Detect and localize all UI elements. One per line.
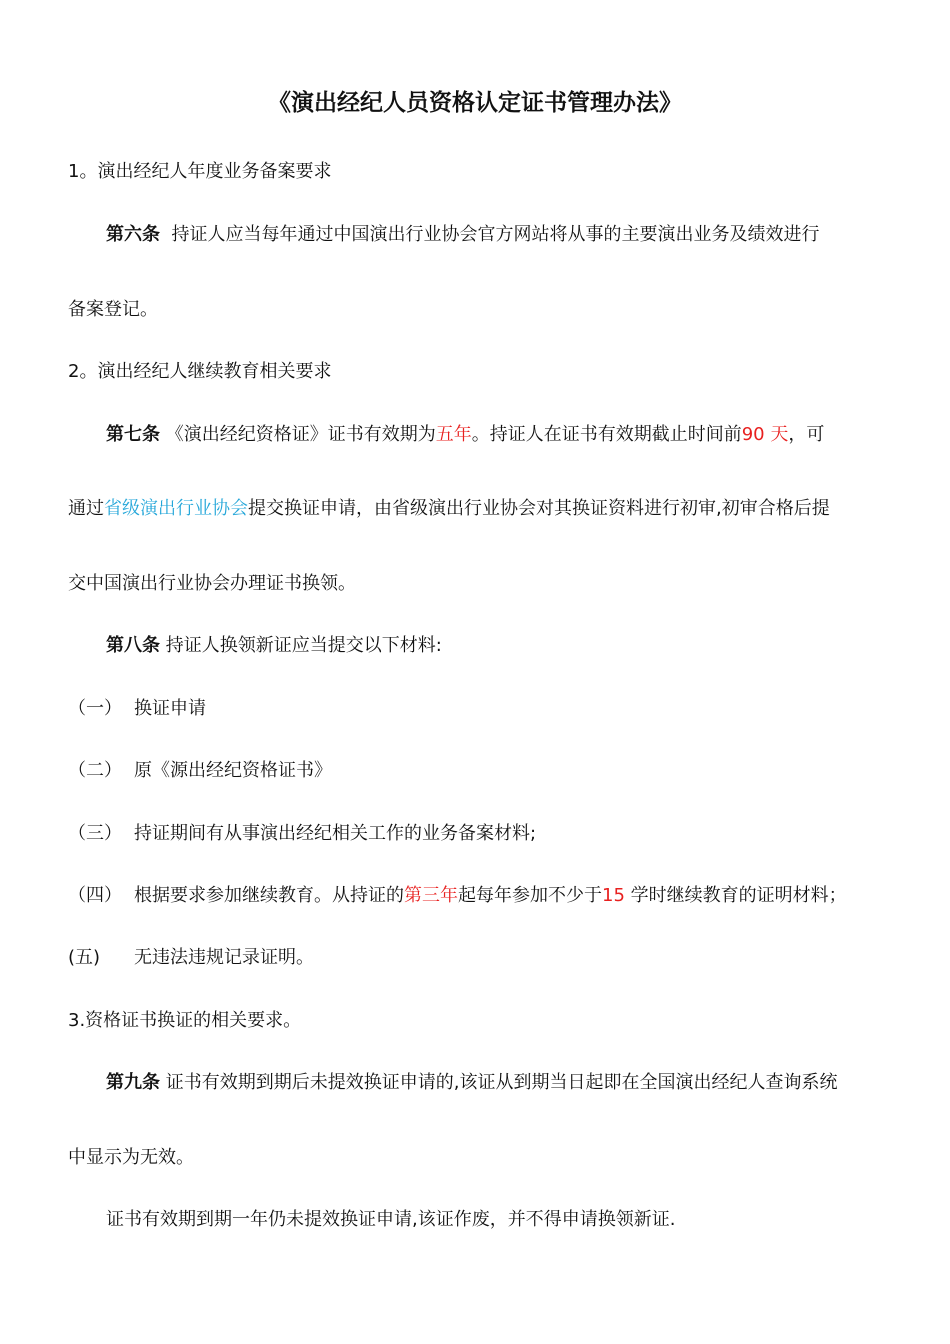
list-item-text: 持证期间有从事演出经纪相关工作的业务备案材料;: [134, 823, 537, 844]
article-8-line: [106, 634, 442, 658]
article-6-text-1: 持证人应当每年通过中国演出行业协会官方网站将从事的主要演出业务及绩效进行: [171, 224, 820, 245]
list-item: [68, 697, 206, 721]
article-7-text-1c: ，可: [788, 424, 825, 445]
list-item: [68, 884, 847, 908]
article-7-highlight-90-days: 90 天: [741, 424, 789, 445]
list-item-label: (五): [68, 947, 101, 968]
article-7-highlight-five-years: 五年: [435, 424, 472, 445]
list-item-label: （一）: [68, 698, 122, 719]
final-paragraph: 证书有效期到期一年仍未提效换证申请,该证作废，并不得申请换领新证.: [106, 1209, 676, 1230]
list-item-text: 原《源出经纪资格证书》: [134, 760, 332, 781]
article-9-text-1: 证书有效期到期后未提效换证申请的,该证从到期当日起即在全国演出经纪人查询系统: [165, 1072, 838, 1093]
list-item-highlight-third-year: 第三年: [404, 885, 458, 906]
list-item: [68, 822, 536, 846]
list-item-label: （二）: [68, 760, 122, 781]
list-item: [68, 759, 332, 783]
list-item-text-c: 学时继续教育的证明材料；: [630, 885, 847, 906]
document-title: 《演出经纪人员资格认定证书管理办法》: [268, 90, 682, 116]
article-7-text-3: 交中国演出行业协会办理证书换领。: [68, 573, 356, 594]
article-7-text-1a: 《演出经纪资格证》证书有效期为: [165, 424, 436, 445]
article-6-text-2: 备案登记。: [68, 299, 158, 320]
list-item-label: （四）: [68, 885, 122, 906]
section-1-heading: 1。演出经纪人年度业务备案要求: [68, 161, 332, 182]
list-item-label: （三）: [68, 823, 122, 844]
article-7-line-2: [68, 497, 830, 521]
list-item-text-b: 起每年参加不少于: [458, 885, 602, 906]
article-7-text-2b: 提交换证申请，由省级演出行业协会对其换证资料进行初审,初审合格后提: [248, 498, 830, 519]
list-item-text: 无违法违规记录证明。: [134, 947, 314, 968]
article-7-text-2a: 通过: [68, 498, 104, 519]
article-7-label: 第七条: [106, 424, 160, 445]
article-7-text-1b: 。持证人在证书有效期截止时间前: [471, 424, 742, 445]
article-8-text: 持证人换领新证应当提交以下材料:: [165, 635, 442, 656]
article-6-label: 第六条: [106, 224, 160, 245]
section-3-heading: 3.资格证书换证的相关要求。: [68, 1010, 302, 1031]
article-9-label: 第九条: [106, 1072, 160, 1093]
article-9-text-2: 中显示为无效。: [68, 1147, 194, 1168]
list-item: [68, 946, 314, 970]
list-item-text-a: 根据要求参加继续教育。从持证的: [134, 885, 404, 906]
list-item-highlight-15: 15: [602, 885, 625, 906]
article-7-highlight-provincial-association: 省级演出行业协会: [104, 498, 248, 519]
article-8-label: 第八条: [106, 635, 160, 656]
list-item-text: 换证申请: [134, 698, 206, 719]
article-9-line-1: [106, 1071, 837, 1095]
section-2-heading: 2。演出经纪人继续教育相关要求: [68, 361, 332, 382]
article-6-line-1: [106, 223, 819, 247]
article-7-line-1: [106, 423, 824, 447]
